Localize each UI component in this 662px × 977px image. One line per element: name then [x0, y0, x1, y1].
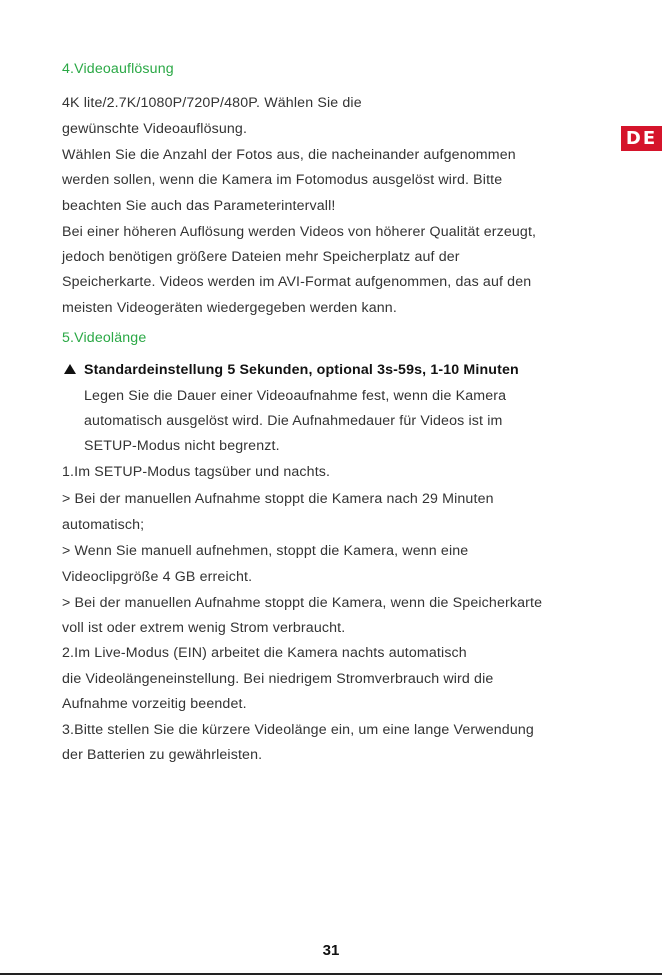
bottom-divider — [0, 973, 662, 975]
paragraph-line: 4K lite/2.7K/1080P/720P/480P. Wählen Sie die — [62, 95, 362, 111]
paragraph-line: 3.Bitte stellen Sie die kürzere Videolänge ein, um eine lange Verwendung — [62, 722, 534, 738]
paragraph-line: werden sollen, wenn die Kamera im Fotomodus ausgelöst wird. Bitte — [62, 172, 503, 188]
bullet-line: Legen Sie die Dauer einer Videoaufnahme fest, wenn die Kamera — [84, 388, 507, 404]
paragraph-line: > Wenn Sie manuell aufnehmen, stoppt die Kamera, wenn eine — [62, 543, 469, 559]
bullet-title: Standardeinstellung 5 Sekunden, optional 3s-59s, 1-10 Minuten — [84, 362, 519, 378]
section-4-heading: 4.Videoauflösung — [62, 61, 174, 77]
language-tag: DE — [621, 126, 662, 151]
section-5-heading: 5.Videolänge — [62, 330, 147, 346]
paragraph-line: beachten Sie auch das Parameterintervall! — [62, 198, 336, 214]
paragraph-line: Videoclipgröße 4 GB erreicht. — [62, 569, 253, 585]
paragraph-line: > Bei der manuellen Aufnahme stoppt die Kamera, wenn die Speicherkarte — [62, 595, 543, 611]
bullet-line: automatisch ausgelöst wird. Die Aufnahmedauer für Videos ist im — [84, 413, 503, 429]
paragraph-line: die Videolängeneinstellung. Bei niedrigem Stromverbrauch wird die — [62, 671, 494, 687]
paragraph-line: 2.Im Live-Modus (EIN) arbeitet die Kamera nachts automatisch — [62, 645, 467, 661]
triangle-bullet-icon — [64, 364, 76, 374]
paragraph-line: > Bei der manuellen Aufnahme stoppt die Kamera nach 29 Minuten — [62, 491, 494, 507]
page-number: 31 — [322, 942, 340, 959]
paragraph-line: Aufnahme vorzeitig beendet. — [62, 696, 247, 712]
paragraph-line: Bei einer höheren Auflösung werden Videos von höherer Qualität erzeugt, — [62, 224, 537, 240]
paragraph-line: Wählen Sie die Anzahl der Fotos aus, die nacheinander aufgenommen — [62, 147, 516, 163]
paragraph-line: der Batterien zu gewährleisten. — [62, 747, 263, 763]
bullet-line: SETUP-Modus nicht begrenzt. — [84, 438, 280, 454]
paragraph-line: jedoch benötigen größere Dateien mehr Speicherplatz auf der — [62, 249, 460, 265]
paragraph-line: gewünschte Videoauflösung. — [62, 121, 248, 137]
paragraph-line: automatisch; — [62, 517, 145, 533]
paragraph-line: Speicherkarte. Videos werden im AVI-Format aufgenommen, das auf den — [62, 274, 532, 290]
paragraph-line: voll ist oder extrem wenig Strom verbraucht. — [62, 620, 346, 636]
paragraph-line: 1.Im SETUP-Modus tagsüber und nachts. — [62, 464, 331, 480]
paragraph-line: meisten Videogeräten wiedergegeben werden kann. — [62, 300, 397, 316]
